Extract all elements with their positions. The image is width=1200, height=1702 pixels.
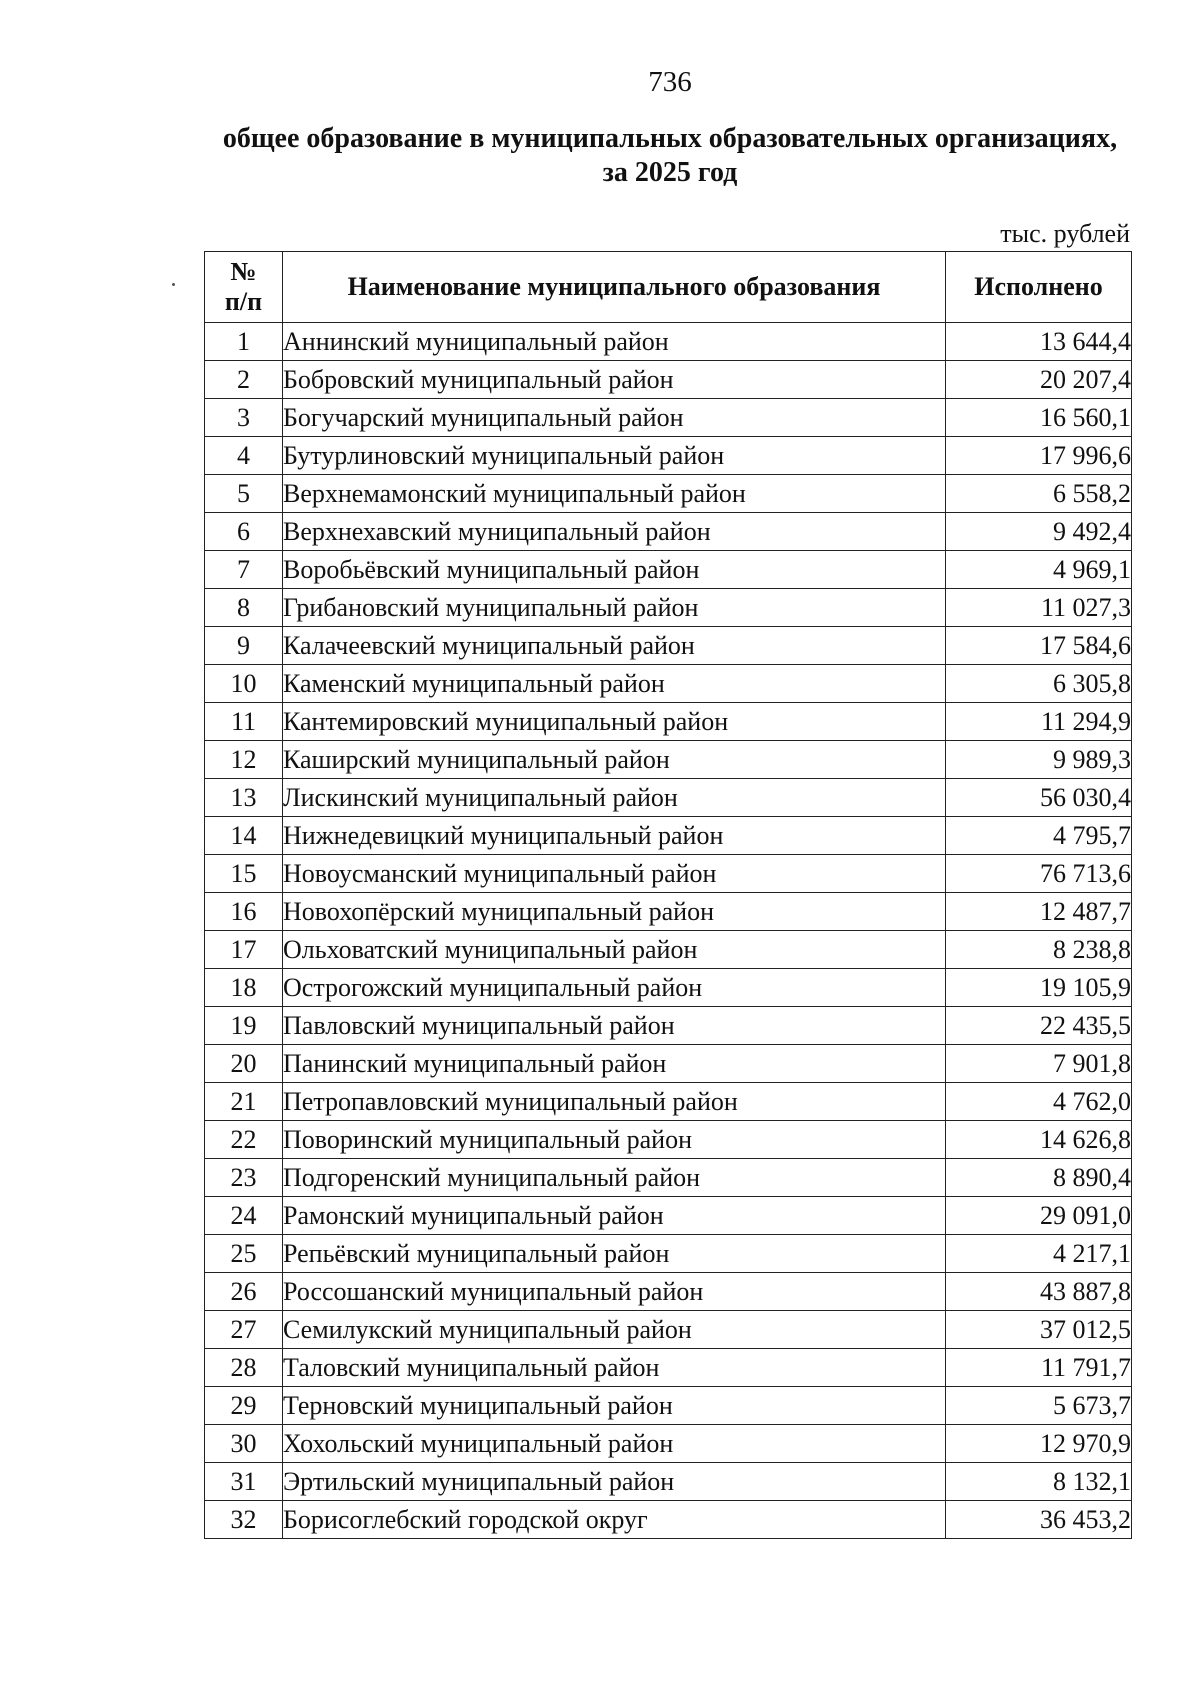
row-number: 9 — [205, 627, 283, 665]
row-name: Терновский муниципальный район — [283, 1387, 946, 1425]
scan-speck — [172, 283, 175, 286]
row-value: 16 560,1 — [946, 399, 1132, 437]
table-row — [205, 665, 1132, 703]
row-name: Нижнедевицкий муниципальный район — [283, 817, 946, 855]
table-row — [205, 361, 1132, 399]
row-name: Бобровский муниципальный район — [283, 361, 946, 399]
row-name: Панинский муниципальный район — [283, 1045, 946, 1083]
row-value: 4 762,0 — [946, 1083, 1132, 1121]
row-name: Воробьёвский муниципальный район — [283, 551, 946, 589]
table-row — [205, 399, 1132, 437]
row-value: 14 626,8 — [946, 1121, 1132, 1159]
row-name: Грибановский муниципальный район — [283, 589, 946, 627]
row-value: 76 713,6 — [946, 855, 1132, 893]
table-row — [205, 1311, 1132, 1349]
row-value: 4 969,1 — [946, 551, 1132, 589]
table-row — [205, 1463, 1132, 1501]
table-row — [205, 589, 1132, 627]
row-value: 12 970,9 — [946, 1425, 1132, 1463]
table-row — [205, 1349, 1132, 1387]
row-number: 18 — [205, 969, 283, 1007]
row-value: 13 644,4 — [946, 323, 1132, 361]
row-name: Кантемировский муниципальный район — [283, 703, 946, 741]
row-number: 3 — [205, 399, 283, 437]
row-value: 9 492,4 — [946, 513, 1132, 551]
table-row — [205, 437, 1132, 475]
row-number: 26 — [205, 1273, 283, 1311]
row-name: Калачеевский муниципальный район — [283, 627, 946, 665]
row-name: Россошанский муниципальный район — [283, 1273, 946, 1311]
table-row — [205, 893, 1132, 931]
row-number: 16 — [205, 893, 283, 931]
table-row — [205, 1235, 1132, 1273]
row-value: 6 558,2 — [946, 475, 1132, 513]
row-name: Богучарский муниципальный район — [283, 399, 946, 437]
table-row — [205, 969, 1132, 1007]
row-name: Подгоренский муниципальный район — [283, 1159, 946, 1197]
row-name: Верхнемамонский муниципальный район — [283, 475, 946, 513]
row-value: 4 795,7 — [946, 817, 1132, 855]
row-name: Аннинский муниципальный район — [283, 323, 946, 361]
row-value: 7 901,8 — [946, 1045, 1132, 1083]
table-row — [205, 1387, 1132, 1425]
row-name: Репьёвский муниципальный район — [283, 1235, 946, 1273]
row-name: Каширский муниципальный район — [283, 741, 946, 779]
row-number: 15 — [205, 855, 283, 893]
page-number: 736 — [648, 66, 692, 98]
row-value: 6 305,8 — [946, 665, 1132, 703]
table-row — [205, 551, 1132, 589]
row-name: Поворинский муниципальный район — [283, 1121, 946, 1159]
row-number: 28 — [205, 1349, 283, 1387]
units-label: тыс. рублей — [1000, 219, 1130, 248]
row-name: Эртильский муниципальный район — [283, 1463, 946, 1501]
row-value: 20 207,4 — [946, 361, 1132, 399]
row-value: 17 996,6 — [946, 437, 1132, 475]
row-name: Хохольский муниципальный район — [283, 1425, 946, 1463]
header-value: Исполнено — [946, 252, 1132, 323]
row-number: 14 — [205, 817, 283, 855]
row-number: 27 — [205, 1311, 283, 1349]
table-row — [205, 1425, 1132, 1463]
row-number: 21 — [205, 1083, 283, 1121]
row-name: Ольховатский муниципальный район — [283, 931, 946, 969]
table-row — [205, 1197, 1132, 1235]
table-row — [205, 779, 1132, 817]
row-number: 20 — [205, 1045, 283, 1083]
row-number: 19 — [205, 1007, 283, 1045]
row-number: 29 — [205, 1387, 283, 1425]
row-name: Лискинский муниципальный район — [283, 779, 946, 817]
row-number: 12 — [205, 741, 283, 779]
table-row — [205, 855, 1132, 893]
table-row — [205, 475, 1132, 513]
row-name: Новоусманский муниципальный район — [283, 855, 946, 893]
row-name: Бутурлиновский муниципальный район — [283, 437, 946, 475]
row-number: 10 — [205, 665, 283, 703]
table-row — [205, 1159, 1132, 1197]
table-row — [205, 513, 1132, 551]
table-row — [205, 1045, 1132, 1083]
row-number: 32 — [205, 1501, 283, 1539]
row-value: 5 673,7 — [946, 1387, 1132, 1425]
table-row — [205, 817, 1132, 855]
row-value: 11 791,7 — [946, 1349, 1132, 1387]
table-row — [205, 1007, 1132, 1045]
row-name: Новохопёрский муниципальный район — [283, 893, 946, 931]
row-number: 17 — [205, 931, 283, 969]
table-body — [205, 323, 1132, 1539]
row-name: Петропавловский муниципальный район — [283, 1083, 946, 1121]
row-value: 8 238,8 — [946, 931, 1132, 969]
row-name: Борисоглебский городской округ — [283, 1501, 946, 1539]
row-value: 19 105,9 — [946, 969, 1132, 1007]
row-number: 22 — [205, 1121, 283, 1159]
row-value: 9 989,3 — [946, 741, 1132, 779]
row-value: 36 453,2 — [946, 1501, 1132, 1539]
table-row — [205, 741, 1132, 779]
heading-line-2: за 2025 год — [602, 157, 738, 188]
table-row — [205, 627, 1132, 665]
table-row — [205, 931, 1132, 969]
header-number — [205, 252, 283, 323]
header-number-symbol: № — [230, 257, 257, 286]
row-number: 7 — [205, 551, 283, 589]
row-number: 4 — [205, 437, 283, 475]
row-value: 11 027,3 — [946, 589, 1132, 627]
table-row — [205, 323, 1132, 361]
row-number: 1 — [205, 323, 283, 361]
row-number: 25 — [205, 1235, 283, 1273]
row-number: 23 — [205, 1159, 283, 1197]
row-number: 11 — [205, 703, 283, 741]
row-number: 2 — [205, 361, 283, 399]
row-value: 29 091,0 — [946, 1197, 1132, 1235]
table-row — [205, 1083, 1132, 1121]
row-name: Каменский муниципальный район — [283, 665, 946, 703]
budget-table — [204, 251, 1132, 1539]
row-value: 37 012,5 — [946, 1311, 1132, 1349]
row-value: 12 487,7 — [946, 893, 1132, 931]
row-number: 5 — [205, 475, 283, 513]
row-value: 22 435,5 — [946, 1007, 1132, 1045]
row-number: 24 — [205, 1197, 283, 1235]
row-name: Острогожский муниципальный район — [283, 969, 946, 1007]
row-value: 4 217,1 — [946, 1235, 1132, 1273]
row-name: Семилукский муниципальный район — [283, 1311, 946, 1349]
document-heading — [0, 122, 1200, 190]
row-value: 56 030,4 — [946, 779, 1132, 817]
table-row — [205, 1501, 1132, 1539]
row-number: 13 — [205, 779, 283, 817]
row-name: Таловский муниципальный район — [283, 1349, 946, 1387]
row-number: 31 — [205, 1463, 283, 1501]
row-name: Павловский муниципальный район — [283, 1007, 946, 1045]
header-number-abbrev: п/п — [224, 287, 263, 316]
row-number: 8 — [205, 589, 283, 627]
header-name: Наименование муниципального образования — [283, 252, 946, 323]
heading-line-1: общее образование в муниципальных образовательных организациях, — [222, 123, 1118, 154]
table-row — [205, 1121, 1132, 1159]
row-value: 8 890,4 — [946, 1159, 1132, 1197]
row-value: 8 132,1 — [946, 1463, 1132, 1501]
row-number: 30 — [205, 1425, 283, 1463]
table-row — [205, 1273, 1132, 1311]
row-name: Рамонский муниципальный район — [283, 1197, 946, 1235]
row-value: 43 887,8 — [946, 1273, 1132, 1311]
table-row — [205, 703, 1132, 741]
row-value: 17 584,6 — [946, 627, 1132, 665]
row-number: 6 — [205, 513, 283, 551]
table-header-row — [205, 252, 1132, 323]
row-value: 11 294,9 — [946, 703, 1132, 741]
row-name: Верхнехавский муниципальный район — [283, 513, 946, 551]
